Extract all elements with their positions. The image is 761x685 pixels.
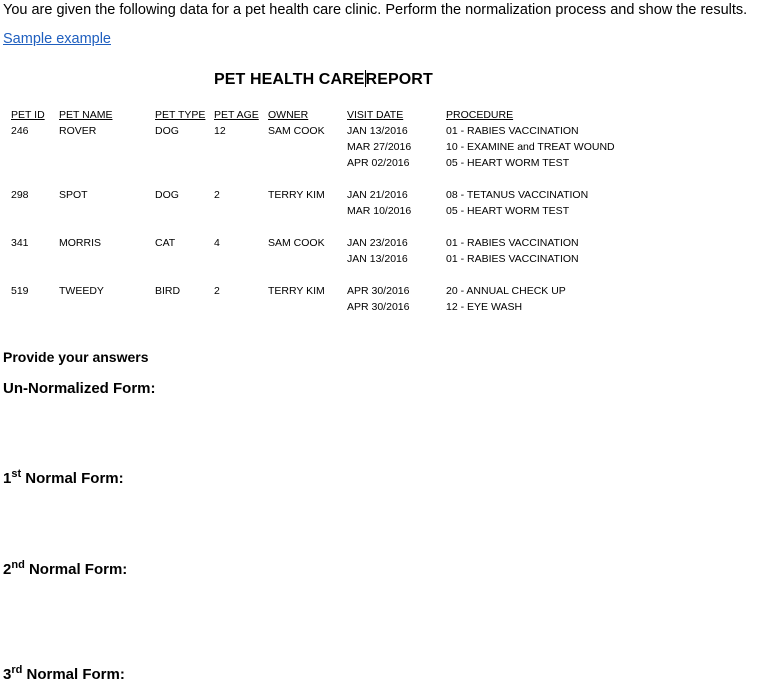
cell-procedure: 20 - ANNUAL CHECK UP [446, 285, 566, 297]
cell-procedure: 05 - HEART WORM TEST [446, 157, 570, 169]
cell-pet-age: 2 [214, 189, 220, 201]
provide-answers-heading: Provide your answers [3, 349, 149, 365]
cell-pet-type: DOG [155, 125, 179, 137]
cell-procedure: 01 - RABIES VACCINATION [446, 237, 579, 249]
cell-visit-date: APR 02/2016 [347, 157, 410, 169]
cell-pet-name: ROVER [59, 125, 97, 137]
header-owner: OWNER [268, 109, 309, 121]
cell-pet-name: MORRIS [59, 237, 101, 249]
nf3-number: 3 [3, 666, 12, 683]
cell-visit-date: JAN 23/2016 [347, 237, 408, 249]
cell-visit-date: JAN 13/2016 [347, 125, 408, 137]
cell-visit-date: APR 30/2016 [347, 301, 410, 313]
second-normal-form-heading [3, 561, 127, 578]
intro-text: You are given the following data for a pet health care clinic. Perform the normalization process and show the results. [3, 2, 748, 18]
cell-procedure: 01 - RABIES VACCINATION [446, 253, 579, 265]
cell-pet-id: 298 [11, 189, 29, 201]
cell-visit-date: APR 30/2016 [347, 285, 410, 297]
third-normal-form-heading [3, 666, 125, 683]
header-procedure: PROCEDURE [446, 109, 514, 121]
nf2-label: Normal Form: [24, 561, 128, 578]
cell-pet-type: CAT [155, 237, 176, 249]
cell-pet-type: BIRD [155, 285, 181, 297]
cell-owner: TERRY KIM [268, 189, 325, 201]
nf1-superscript: st [11, 468, 22, 480]
report-title-right: REPORT [365, 71, 433, 88]
cell-owner: TERRY KIM [268, 285, 325, 297]
cell-procedure: 10 - EXAMINE and TREAT WOUND [446, 141, 615, 153]
nf1-number: 1 [3, 470, 12, 487]
unnormalized-form-heading: Un-Normalized Form: [3, 380, 156, 397]
cell-pet-age: 12 [214, 125, 226, 137]
nf1-label: Normal Form: [21, 470, 124, 487]
cell-pet-type: DOG [155, 189, 179, 201]
header-pet-name: PET NAME [59, 109, 113, 121]
header-pet-id: PET ID [11, 109, 45, 121]
nf2-superscript: nd [11, 559, 25, 571]
header-visit-date: VISIT DATE [347, 109, 404, 121]
cell-pet-name: TWEEDY [59, 285, 104, 297]
sample-example-link[interactable]: Sample example [3, 31, 111, 47]
report-title-left: PET HEALTH CARE [214, 71, 365, 88]
first-normal-form-heading [3, 470, 124, 487]
cell-owner: SAM COOK [268, 237, 325, 249]
cell-procedure: 05 - HEART WORM TEST [446, 205, 570, 217]
cell-visit-date: JAN 21/2016 [347, 189, 408, 201]
header-pet-type: PET TYPE [155, 109, 206, 121]
cell-procedure: 12 - EYE WASH [446, 301, 523, 313]
cell-pet-age: 2 [214, 285, 220, 297]
nf3-label: Normal Form: [22, 666, 125, 683]
cell-procedure: 08 - TETANUS VACCINATION [446, 189, 589, 201]
report-title [214, 70, 433, 89]
cell-visit-date: MAR 27/2016 [347, 141, 412, 153]
cell-pet-id: 246 [11, 125, 29, 137]
cell-procedure: 01 - RABIES VACCINATION [446, 125, 579, 137]
cell-pet-name: SPOT [59, 189, 88, 201]
nf2-number: 2 [3, 561, 12, 578]
cell-pet-age: 4 [214, 237, 220, 249]
cell-visit-date: JAN 13/2016 [347, 253, 408, 265]
cell-pet-id: 519 [11, 285, 29, 297]
cell-owner: SAM COOK [268, 125, 325, 137]
nf3-superscript: rd [11, 664, 23, 676]
header-pet-age: PET AGE [214, 109, 259, 121]
cell-visit-date: MAR 10/2016 [347, 205, 412, 217]
cell-pet-id: 341 [11, 237, 29, 249]
